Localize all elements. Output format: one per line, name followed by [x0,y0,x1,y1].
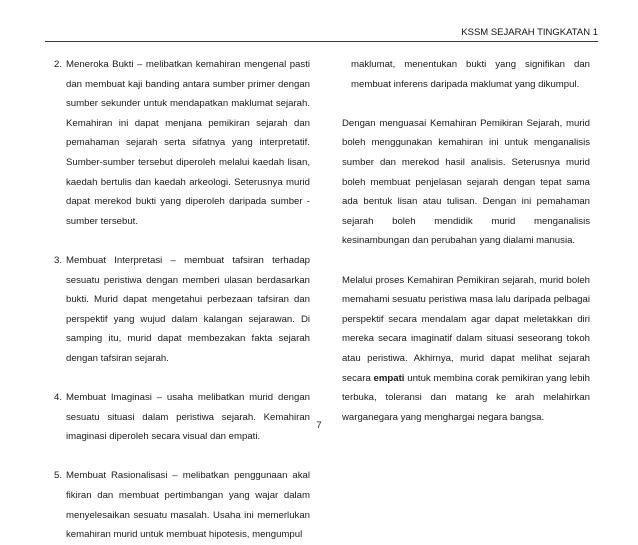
list-item-number: 3. [54,254,63,266]
body-paragraph [342,271,590,428]
list-item-text: Meneroka Bukti – melibatkan kemahiran mengenal pasti dan membuat kaji banding antara sumber primer dengan sumber sekunder untuk mendapatkan maklumat sejarah. Kemahiran ini dapat menjana pemikiran sejarah dan pemahaman sejarah serta sifatnya yang interpretatif. Sumber-sumber tersebut diperoleh melalui kaedah lisan, kaedah bertulis dan kaedah arkeologi. Seterusnya murid dapat merekod bukti yang diperoleh daripada sumber - sumber tersebut. [66,59,310,227]
paragraph-text: Melalui proses Kemahiran Pemikiran sejarah, murid boleh memahami sesuatu peristiwa masa lalu daripada pelbagai perspektif secara mendalam agar dapat meletakkan diri mereka secara imaginatif dalam situasi seseorang tokoh atau peristiwa. Akhirnya, murid dapat melihat sejarah secara [342,274,590,384]
right-column [342,55,590,427]
page-number: 7 [316,420,322,431]
list-item [54,466,310,544]
list-item-number: 2. [54,59,63,70]
list-item [54,251,310,369]
list-item-text: Membuat Imaginasi – usaha melibatkan murid dengan sesuatu situasi dalam peristiwa sejarah. Kemahiran imaginasi diperoleh secara visual dan empati. [66,392,310,443]
header-divider [45,41,598,42]
list-item-number: 5. [54,470,63,482]
list-item-text: Membuat Rasionalisasi – melibatkan penggunaan akal fikiran dan membuat pertimbangan yang wajar dalam menyelesaikan sesuatu masalah. Usaha ini memerlukan kemahiran murid untuk membuat hipotesis, mengumpul [66,470,310,541]
paragraph-text: untuk membina corak pemikiran yang lebih terbuka, toleransi dan matang ke arah melahirkan warganegara yang menghargai negara bangsa. [342,372,590,423]
list-item [54,388,310,447]
left-column [54,55,310,545]
list-item-number: 4. [54,392,63,404]
bold-term: empati [373,372,405,384]
list-item [54,55,310,231]
page-header: KSSM SEJARAH TINGKATAN 1 [461,27,598,38]
continued-list-text: maklumat, menentukan bukti yang signifikan dan membuat inferens daripada maklumat yang dikumpul. [351,59,590,90]
body-paragraph: Dengan menguasai Kemahiran Pemikiran Sejarah, murid boleh menggunakan kemahiran ini untuk menganalisis sumber dan merekod hasil analisis. Seterusnya murid boleh membuat penjelasan sejarah dengan tepat sama ada bentuk lisan atau tulisan. Dengan ini pemahaman sejarah boleh mendidik murid menganalisis kesinambungan dan perubahan yang dialami manusia. [342,117,590,247]
list-item-text: Membuat Interpretasi – membuat tafsiran terhadap sesuatu peristiwa dengan memberi ulasan berdasarkan bukti. Murid dapat mengetahui perbezaan tafsiran dan perspektif yang wujud dalam kalangan sejarawan. Di samping itu, murid dapat membezakan fakta sejarah dengan tafsiran sejarah. [66,254,310,364]
